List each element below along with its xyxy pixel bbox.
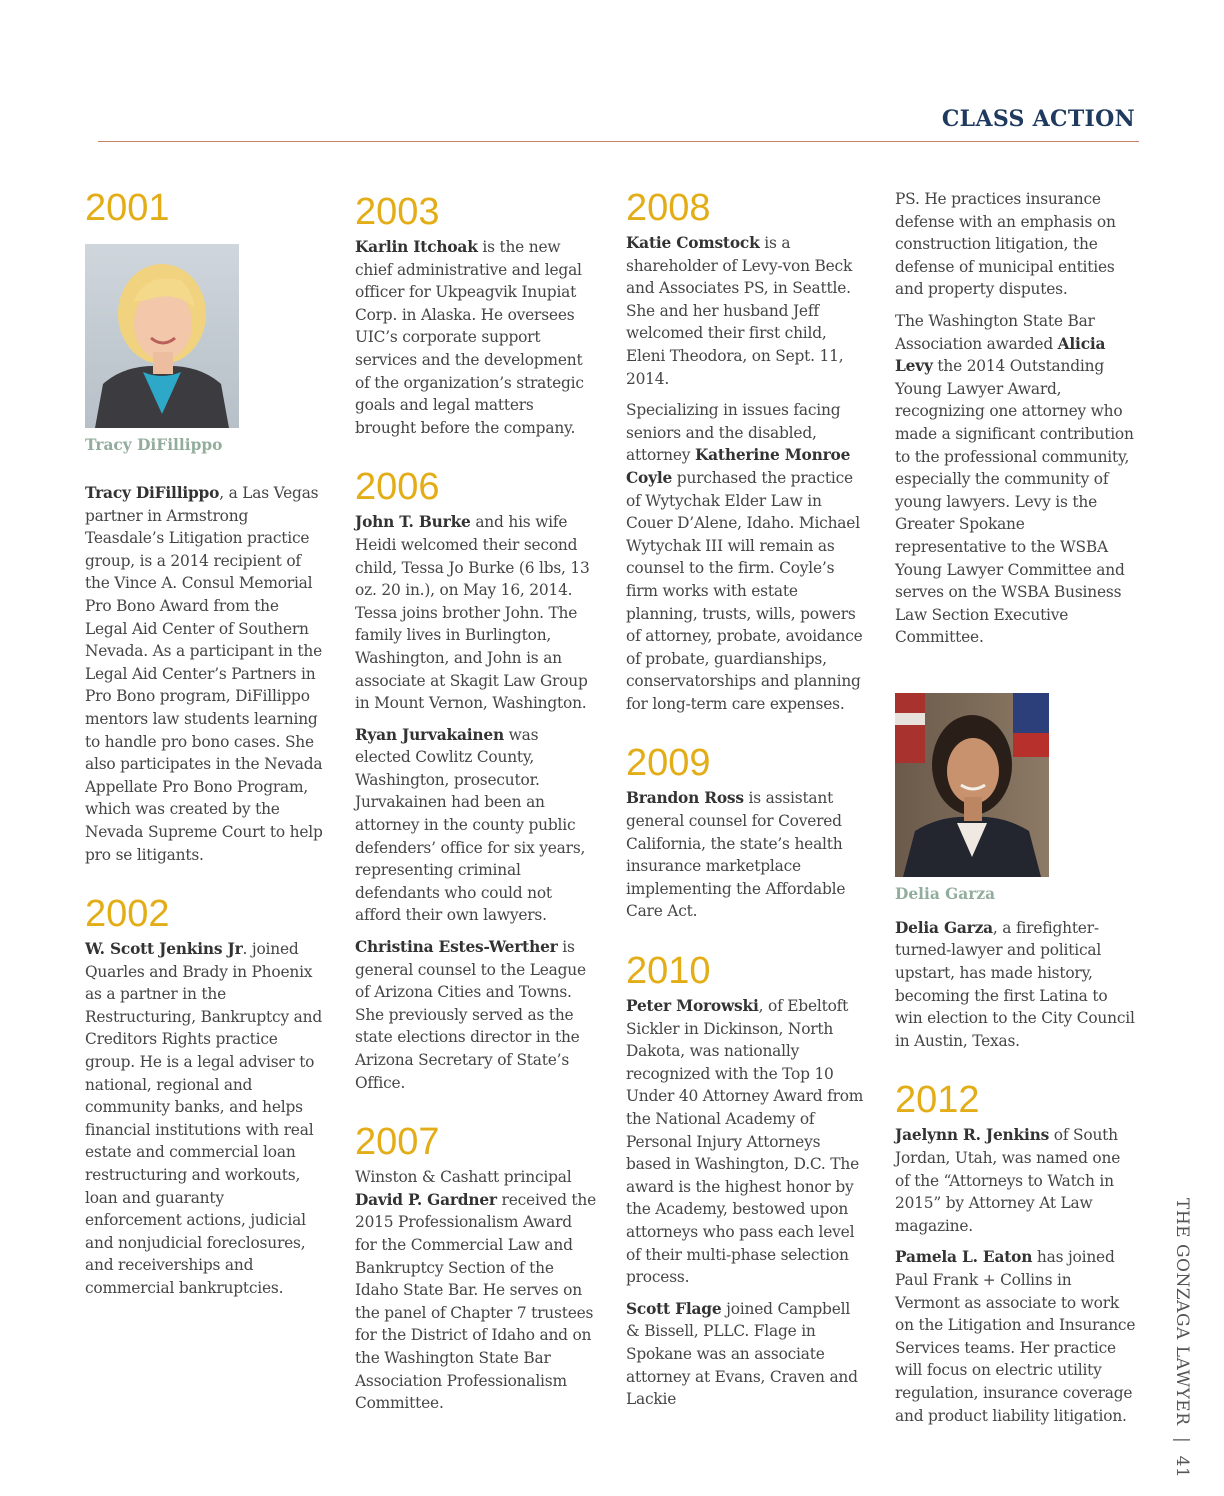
year-heading-2002: 2002 <box>85 893 170 936</box>
year-heading-2012: 2012 <box>895 1079 980 1122</box>
entry-gardner: Winston & Cashatt principal David P. Gardner received the 2015 Professionalism Award for the Commercial Law and Bankruptcy Section of the Idaho State Bar. He serves on the panel of Chapter 7 trustees for the District of Idaho and on the Washington State Bar Association Professionalism Committee. <box>355 1168 597 1413</box>
year-heading-2008: 2008 <box>626 187 711 229</box>
entry-estes-werther: Christina Estes-Werther is general counsel to the League of Arizona Cities and Towns. She previously served as the state elections director in the Arizona Secretary of State’s Office. <box>355 938 586 1092</box>
entry-flage-continued: PS. He practices insurance defense with an emphasis on construction litigation, the defense of municipal entities and property disputes. <box>895 190 1116 299</box>
entry-levy: The Washington State Bar Association awarded Alicia Levy the 2014 Outstanding Young Lawyer Award, recognizing one attorney who made a significant contribution to the professional community, especially the community of young lawyers. Levy is the Greater Spokane representative to the WSBA Young Lawyer Committee and serves on the WSBA Business Law Section Executive Committee. <box>895 311 1134 647</box>
entry-itchoak: Karlin Itchoak is the new chief administrative and legal officer for Ukpeagvik Inupiat Corp. in Alaska. He oversees UIC’s corporate support services and the development of the organization’s strategic goals and legal matters brought before the company. <box>355 238 584 437</box>
column-1 <box>85 188 325 1309</box>
entry-jenkins: W. Scott Jenkins Jr. joined Quarles and Brady in Phoenix as a partner in the Restructuring, Bankruptcy and Creditors Rights practice group. He is a legal adviser to national, regional and community banks, and helps financial institutions with real estate and commercial loan restructuring and workouts, loan and guaranty enforcement actions, judicial and nonjudicial foreclosures, and receiverships and commercial bankruptcies. <box>85 940 322 1297</box>
folio-separator: | <box>1172 1437 1192 1444</box>
entry-burke: John T. Burke and his wife Heidi welcomed their second child, Tessa Jo Burke (6 lbs, 13 oz. 20 in.), on May 16, 2014. Tessa joins brother John. The family lives in Burlington, Washington, and John is an associate at Skagit Law Group in Mount Vernon, Washington. <box>355 513 590 713</box>
photo-caption-difillippo: Tracy DiFillippo <box>85 436 223 454</box>
year-heading-2009: 2009 <box>626 742 711 785</box>
entry-coyle: Specializing in issues facing seniors and the disabled, attorney Katherine Monroe Coyle purchased the practice of Wytychak Elder Law in Couer D’Alene, Idaho. Michael Wytychak III will remain as counsel to the firm. Coyle’s firm works with estate planning, trusts, wills, powers of attorney, probate, avoidance of probate, guardianships, conservatorships and planning for long-term care expenses. <box>626 401 863 713</box>
entry-jurvakainen: Ryan Jurvakainen was elected Cowlitz County, Washington, prosecutor. Jurvakainen had been an attorney in the county public defenders’ office for six years, representing criminal defendants who could not afford their own lawyers. <box>355 725 586 925</box>
header-divider <box>98 141 1139 142</box>
column-3 <box>626 188 868 1420</box>
page-folio <box>1172 1198 1192 1478</box>
column-2 <box>355 192 597 1424</box>
year-heading-2006: 2006 <box>355 466 440 509</box>
photo-caption-garza: Delia Garza <box>895 884 996 903</box>
photo-delia-garza <box>895 693 1049 877</box>
entry-ross: Brandon Ross is assistant general counsel for Covered California, the state’s health insurance marketplace implementing the Affordable Care Act. <box>626 789 846 921</box>
year-heading-2001: 2001 <box>85 187 170 229</box>
photo-tracy-difillippo <box>85 244 239 428</box>
entry-garza: Delia Garza, a firefighter-turned-lawyer and political upstart, has made history, becoming the first Latina to win election to the City Council in Austin, Texas. <box>895 918 1135 1050</box>
magazine-name: THE GONZAGA LAWYER <box>1172 1198 1192 1426</box>
entry-morowski: Peter Morowski, of Ebeltoft Sickler in Dickinson, North Dakota, was nationally recognized with the Top 10 Under 40 Attorney Award from the National Academy of Personal Injury Attorneys based in Washington, D.C. The award is the highest honor by the Academy, bestowed upon attorneys who pass each level of their multi-phase selection process. <box>626 997 864 1287</box>
entry-flage: Scott Flage joined Campbell & Bissell, PLLC. Flage in Spokane was an associate attorney at Evans, Craven and Lackie <box>626 1299 858 1409</box>
section-title: CLASS ACTION <box>941 106 1135 132</box>
entry-comstock: Katie Comstock is a shareholder of Levy-von Beck and Associates PS, in Seattle. She and her husband Jeff welcomed their first child, Eleni Theodora, on Sept. 11, 2014. <box>626 234 853 388</box>
entry-jaelynn-jenkins: Jaelynn R. Jenkins of South Jordan, Utah, was named one of the “Attorneys to Watch in 2015” by Attorney At Law magazine. <box>895 1126 1121 1235</box>
year-heading-2010: 2010 <box>626 950 711 993</box>
year-heading-2007: 2007 <box>355 1121 440 1164</box>
entry-eaton: Pamela L. Eaton has joined Paul Frank + Collins in Vermont as associate to work on the Litigation and Insurance Services teams. Her practice will focus on electric utility regulation, insurance coverage and product liability litigation. <box>895 1248 1136 1425</box>
entry-difillippo: Tracy DiFillippo, a Las Vegas partner in Armstrong Teasdale’s Litigation practice group, is a 2014 recipient of the Vince A. Consul Memorial Pro Bono Award from the Legal Aid Center of Southern Nevada. As a participant in the Legal Aid Center’s Partners in Pro Bono program, DiFillippo mentors law students learning to handle pro bono cases. She also participates in the Nevada Appellate Pro Bono Program, which was created by the Nevada Supreme Court to help pro se litigants. <box>85 484 323 864</box>
year-heading-2003: 2003 <box>355 191 440 233</box>
page-number: 41 <box>1172 1455 1192 1479</box>
column-4 <box>895 188 1139 1436</box>
